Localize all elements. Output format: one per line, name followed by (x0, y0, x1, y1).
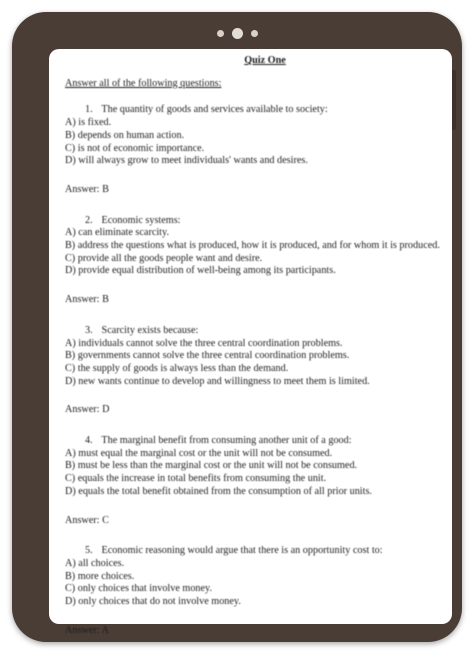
question-number: 2. (85, 214, 93, 226)
option-a: A) all choices. (65, 557, 125, 569)
option-a: A) is fixed. (65, 117, 112, 129)
question-text: Scarcity exists because: (101, 324, 199, 336)
answer-line: Answer: B (65, 183, 109, 195)
question-3 (65, 325, 465, 417)
question-number: 3. (85, 324, 93, 336)
question-number: 4. (85, 435, 93, 447)
option-d: D) new wants continue to develop and willingness to meet them is limited. (65, 375, 370, 387)
sensor-dot-left (217, 30, 224, 37)
option-c: C) equals the increase in total benefits from consuming the unit. (65, 473, 327, 485)
answer-line: Answer: B (65, 294, 109, 306)
tablet-screen (49, 49, 452, 636)
question-2 (65, 215, 465, 307)
option-a: A) individuals cannot solve the three central coordination problems. (65, 337, 343, 349)
option-b: B) depends on human action. (65, 129, 185, 141)
camera-icon (232, 28, 243, 39)
question-text: Economic reasoning would argue that there is an opportunity cost to: (101, 545, 383, 557)
question-number: 5. (85, 545, 93, 557)
question-number: 1. (85, 104, 93, 116)
answer-line: Answer: A (65, 624, 109, 636)
quiz-document (65, 55, 465, 656)
option-b: B) must be less than the marginal cost or the unit will not be consumed. (65, 460, 358, 472)
option-d: D) will always grow to meet individuals' wants and desires. (65, 155, 308, 167)
instructions-text: Answer all of the following questions: (65, 77, 222, 89)
question-1 (65, 104, 465, 196)
page-title: Quiz One (244, 55, 286, 66)
option-b: B) address the questions what is produced, how it is produced, and for whom it is produced. (65, 240, 440, 252)
question-stem (65, 545, 465, 558)
question-text: The quantity of goods and services available to society: (101, 104, 328, 116)
answer-line: Answer: C (65, 514, 109, 526)
answer-line: Answer: D (65, 404, 110, 416)
question-5 (65, 545, 465, 637)
camera-bar (12, 28, 462, 39)
tablet-frame (12, 12, 462, 642)
option-c: C) provide all the goods people want and desire. (65, 252, 263, 264)
question-text: The marginal benefit from consuming another unit of a good: (101, 435, 352, 447)
option-d: D) provide equal distribution of well-being among its participants. (65, 265, 336, 277)
option-b: B) governments cannot solve the three central coordination problems. (65, 350, 350, 362)
option-c: C) is not of economic importance. (65, 142, 205, 154)
option-d: D) equals the total benefit obtained from the consumption of all prior units. (65, 485, 372, 497)
sensor-dot-right (251, 30, 258, 37)
question-stem (65, 325, 465, 338)
option-d: D) only choices that do not involve money. (65, 596, 241, 608)
question-stem (65, 104, 465, 117)
option-c: C) the supply of goods is always less than the demand. (65, 362, 289, 374)
question-4 (65, 435, 465, 527)
question-stem (65, 435, 465, 448)
question-text: Economic systems: (101, 214, 181, 226)
option-a: A) must equal the marginal cost or the unit will not be consumed. (65, 447, 333, 459)
option-c: C) only choices that involve money. (65, 583, 213, 595)
option-b: B) more choices. (65, 570, 135, 582)
option-a: A) can eliminate scarcity. (65, 227, 169, 239)
question-stem (65, 215, 465, 228)
